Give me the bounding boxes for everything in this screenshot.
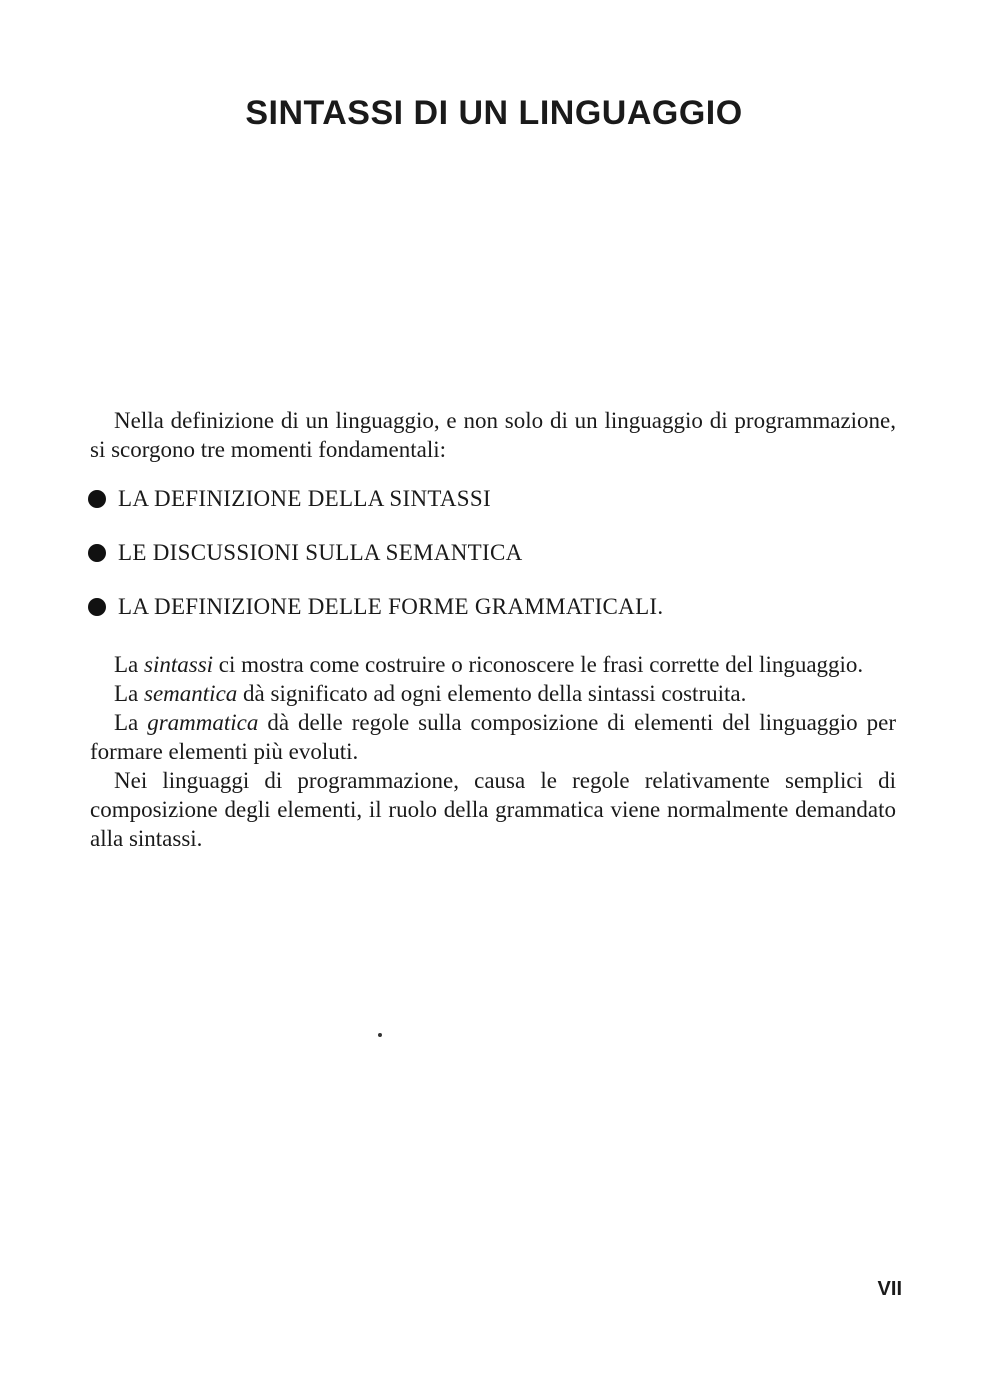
definition-semantics: [90, 679, 896, 708]
definitions-block: [90, 650, 896, 853]
definition-text: ci mostra come costruire o riconoscere le frasi corrette del linguaggio.: [213, 652, 864, 677]
intro-paragraph: Nella definizione di un linguaggio, e non solo di un linguaggio di programmazione, si scorgono tre momenti fondamentali:: [90, 408, 896, 462]
definition-text: dà significato ad ogni elemento della sintassi costruita.: [237, 681, 747, 706]
definition-prefix: La: [114, 710, 148, 735]
bullet-icon: [88, 598, 106, 616]
closing-paragraph: Nei linguaggi di programmazione, causa le regole relativamente semplici di composizione degli elementi, il ruolo della grammatica viene normalmente demandato alla sintassi.: [90, 768, 896, 851]
definition-prefix: La: [114, 681, 145, 706]
print-speck: [378, 1033, 382, 1037]
definition-prefix: La: [114, 652, 145, 677]
list-item-text: LA DEFINIZIONE DELLA SINTASSI: [118, 485, 491, 511]
bullet-list: [88, 484, 908, 646]
definition-grammar: [90, 708, 896, 766]
page-number: VII: [877, 1278, 902, 1300]
bullet-icon: [88, 490, 106, 508]
list-item-text: LE DISCUSSIONI SULLA SEMANTICA: [118, 539, 523, 565]
definition-term: semantica: [144, 681, 238, 706]
definition-term: sintassi: [144, 652, 214, 677]
page-title: SINTASSI DI UN LINGUAGGIO: [245, 94, 743, 132]
list-item-text: LA DEFINIZIONE DELLE FORME GRAMMATICALI.: [118, 593, 664, 619]
definition-syntax: [90, 650, 896, 679]
definition-text: dà delle regole sulla composizione di elementi del linguaggio per formare elementi più evoluti.: [90, 710, 897, 764]
list-item: [88, 592, 908, 621]
bullet-icon: [88, 544, 106, 562]
list-item: [88, 538, 908, 567]
definition-term: grammatica: [147, 710, 259, 735]
list-item: [88, 484, 908, 513]
